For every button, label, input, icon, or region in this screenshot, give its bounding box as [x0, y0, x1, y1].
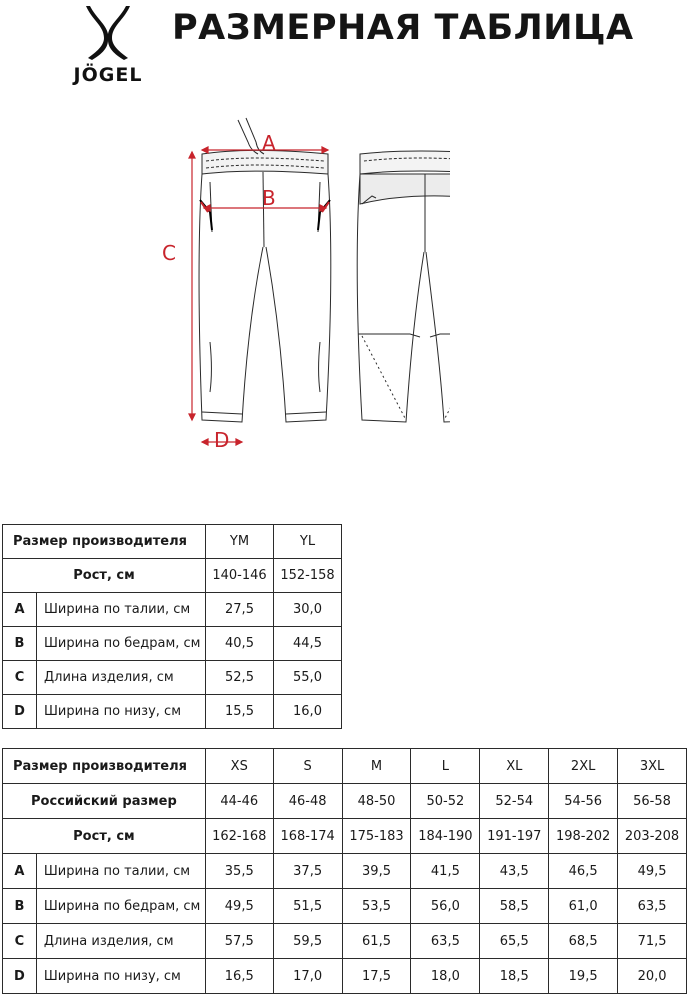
height-label: Рост, см	[3, 819, 206, 854]
measure-name: Ширина по талии, см	[37, 593, 206, 627]
value-cell: 16,0	[274, 695, 342, 729]
adult-size-table	[2, 748, 687, 994]
russian-size-cell: 44-46	[205, 784, 273, 819]
row-letter: C	[3, 661, 37, 695]
height-cell: 140-146	[206, 559, 274, 593]
value-cell: 46,5	[549, 854, 618, 889]
size-cell: XL	[480, 749, 549, 784]
value-cell: 61,0	[549, 889, 618, 924]
measure-name: Длина изделия, см	[36, 924, 205, 959]
value-cell: 19,5	[549, 959, 618, 994]
size-cell: 3XL	[618, 749, 687, 784]
value-cell: 27,5	[206, 593, 274, 627]
dimension-label-d: D	[214, 428, 230, 452]
value-cell: 58,5	[480, 889, 549, 924]
value-cell: 17,5	[342, 959, 411, 994]
table-row	[3, 959, 687, 994]
value-cell: 49,5	[618, 854, 687, 889]
value-cell: 18,0	[411, 959, 480, 994]
value-cell: 56,0	[411, 889, 480, 924]
measure-name: Ширина по низу, см	[36, 959, 205, 994]
value-cell: 51,5	[273, 889, 342, 924]
measure-name: Ширина по талии, см	[36, 854, 205, 889]
table-row	[3, 627, 342, 661]
height-cell: 152-158	[274, 559, 342, 593]
row-letter: B	[3, 889, 37, 924]
value-cell: 71,5	[618, 924, 687, 959]
value-cell: 35,5	[205, 854, 273, 889]
dimension-label-b: B	[262, 186, 276, 210]
value-cell: 40,5	[206, 627, 274, 661]
back-view	[357, 151, 450, 422]
russian-size-cell: 56-58	[618, 784, 687, 819]
dimension-label-a: A	[262, 131, 276, 155]
row-letter: B	[3, 627, 37, 661]
height-cell: 175-183	[342, 819, 411, 854]
value-cell: 39,5	[342, 854, 411, 889]
value-cell: 63,5	[618, 889, 687, 924]
size-cell: S	[273, 749, 342, 784]
value-cell: 65,5	[480, 924, 549, 959]
youth-size-table	[2, 524, 342, 729]
row-letter: D	[3, 695, 37, 729]
brand-logo	[62, 4, 154, 86]
table-row	[3, 924, 687, 959]
size-cell: YL	[274, 525, 342, 559]
table-row	[3, 819, 687, 854]
value-cell: 18,5	[480, 959, 549, 994]
size-cell: L	[411, 749, 480, 784]
value-cell: 49,5	[205, 889, 273, 924]
table-row	[3, 889, 687, 924]
russian-size-cell: 46-48	[273, 784, 342, 819]
table-row	[3, 593, 342, 627]
value-cell: 20,0	[618, 959, 687, 994]
value-cell: 68,5	[549, 924, 618, 959]
manufacturer-size-label: Размер производителя	[3, 525, 206, 559]
size-cell: M	[342, 749, 411, 784]
value-cell: 59,5	[273, 924, 342, 959]
row-letter: C	[3, 924, 37, 959]
table-row	[3, 525, 342, 559]
height-cell: 168-174	[273, 819, 342, 854]
table-row	[3, 749, 687, 784]
front-view	[199, 118, 331, 422]
table-row	[3, 559, 342, 593]
russian-size-cell: 52-54	[480, 784, 549, 819]
value-cell: 16,5	[205, 959, 273, 994]
pants-technical-drawing	[150, 112, 450, 462]
value-cell: 61,5	[342, 924, 411, 959]
page-title: РАЗМЕРНАЯ ТАБЛИЦА	[172, 8, 634, 48]
brand-name: JÖGEL	[73, 64, 143, 86]
value-cell: 44,5	[274, 627, 342, 661]
table-row	[3, 695, 342, 729]
value-cell: 57,5	[205, 924, 273, 959]
russian-size-cell: 50-52	[411, 784, 480, 819]
size-cell: 2XL	[549, 749, 618, 784]
size-cell: YM	[206, 525, 274, 559]
value-cell: 15,5	[206, 695, 274, 729]
value-cell: 41,5	[411, 854, 480, 889]
table-row	[3, 661, 342, 695]
table-row	[3, 854, 687, 889]
table-row	[3, 784, 687, 819]
value-cell: 43,5	[480, 854, 549, 889]
size-cell: XS	[205, 749, 273, 784]
height-cell: 184-190	[411, 819, 480, 854]
measure-name: Ширина по низу, см	[37, 695, 206, 729]
logo-emblem-icon	[82, 4, 134, 62]
row-letter: D	[3, 959, 37, 994]
row-letter: A	[3, 854, 37, 889]
value-cell: 63,5	[411, 924, 480, 959]
value-cell: 37,5	[273, 854, 342, 889]
height-cell: 198-202	[549, 819, 618, 854]
russian-size-cell: 48-50	[342, 784, 411, 819]
row-letter: A	[3, 593, 37, 627]
value-cell: 55,0	[274, 661, 342, 695]
measure-name: Длина изделия, см	[37, 661, 206, 695]
russian-size-cell: 54-56	[549, 784, 618, 819]
value-cell: 53,5	[342, 889, 411, 924]
measure-name: Ширина по бедрам, см	[37, 627, 206, 661]
measure-name: Ширина по бедрам, см	[36, 889, 205, 924]
dimension-label-c: C	[162, 241, 176, 265]
russian-size-label: Российский размер	[3, 784, 206, 819]
manufacturer-size-label: Размер производителя	[3, 749, 206, 784]
value-cell: 30,0	[274, 593, 342, 627]
height-cell: 203-208	[618, 819, 687, 854]
height-cell: 191-197	[480, 819, 549, 854]
value-cell: 52,5	[206, 661, 274, 695]
height-cell: 162-168	[205, 819, 273, 854]
height-label: Рост, см	[3, 559, 206, 593]
value-cell: 17,0	[273, 959, 342, 994]
